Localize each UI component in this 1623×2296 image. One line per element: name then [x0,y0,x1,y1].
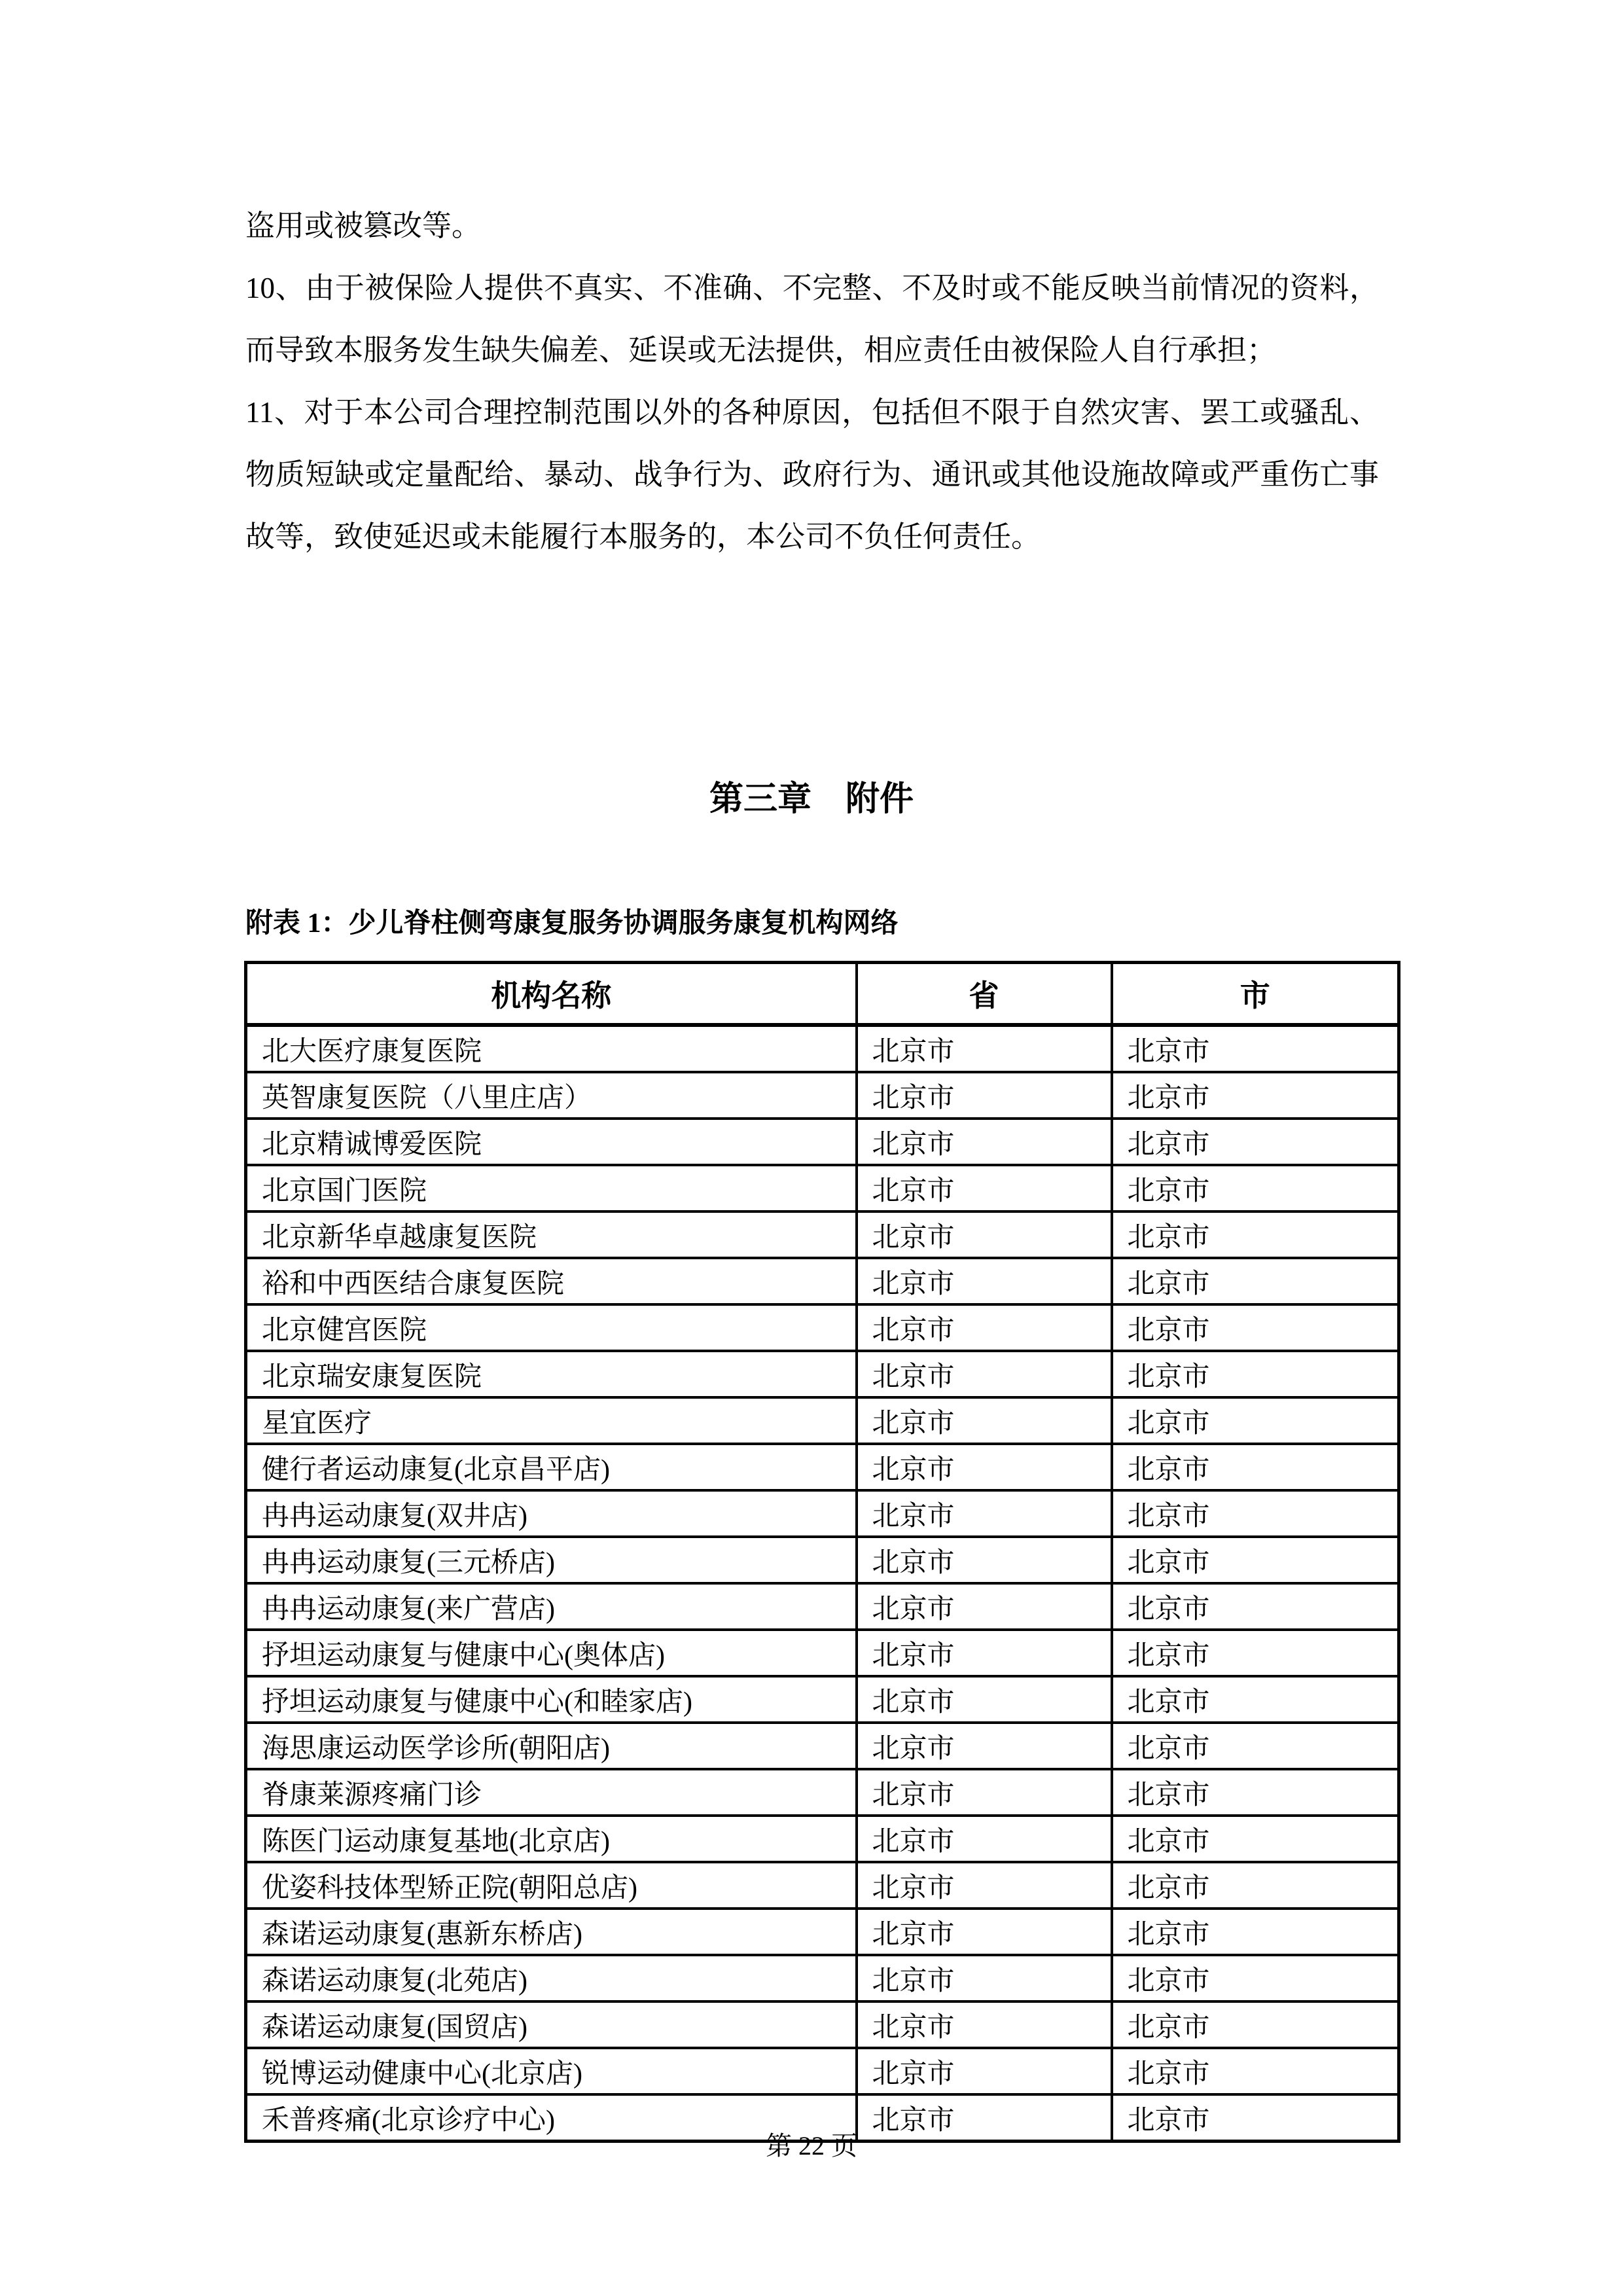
institution-name-cell: 脊康莱源疼痛门诊 [246,1769,857,1816]
table-row [246,1025,1399,1072]
table-row [246,1583,1399,1630]
institution-name-cell: 森诺运动康复(惠新东桥店) [246,1909,857,1955]
table-header-city: 市 [1112,963,1399,1026]
city-cell: 北京市 [1112,1630,1399,1676]
paragraph-line: 物质短缺或定量配给、暴动、战争行为、政府行为、通讯或其他设施故障或严重伤亡事 [245,458,1379,491]
institution-name-cell: 森诺运动康复(国贸店) [246,2001,857,2048]
city-cell: 北京市 [1112,1816,1399,1862]
institution-name-cell: 冉冉运动康复(来广营店) [246,1583,857,1630]
city-cell: 北京市 [1112,1351,1399,1397]
institution-name-cell: 冉冉运动康复(三元桥店) [246,1537,857,1583]
table-row [246,1258,1399,1304]
province-cell: 北京市 [857,1816,1112,1862]
province-cell: 北京市 [857,1258,1112,1304]
province-cell: 北京市 [857,1119,1112,1165]
province-cell: 北京市 [857,1490,1112,1537]
province-cell: 北京市 [857,1351,1112,1397]
province-cell: 北京市 [857,1025,1112,1072]
table-header-row [246,963,1399,1026]
institution-name-cell: 北京国门医院 [246,1165,857,1211]
table-row [246,1723,1399,1769]
province-cell: 北京市 [857,2094,1112,2142]
province-cell: 北京市 [857,1165,1112,1211]
institution-name-cell: 抒坦运动康复与健康中心(奥体店) [246,1630,857,1676]
paragraph-line: 10、由于被保险人提供不真实、不准确、不完整、不及时或不能反映当前情况的资料， [245,272,1379,304]
province-cell: 北京市 [857,1537,1112,1583]
attachment-table-caption: 附表 1：少儿脊柱侧弯康复服务协调服务康复机构网络 [245,908,899,939]
institution-name-cell: 北京精诚博爱医院 [246,1119,857,1165]
city-cell: 北京市 [1112,1723,1399,1769]
city-cell: 北京市 [1112,2001,1399,2048]
city-cell: 北京市 [1112,1211,1399,1258]
city-cell: 北京市 [1112,2048,1399,2094]
paragraph-line: 11、对于本公司合理控制范围以外的各种原因，包括但不限于自然灾害、罢工或骚乱、 [245,396,1379,429]
table-row [246,1211,1399,1258]
institution-name-cell: 森诺运动康复(北苑店) [246,1955,857,2001]
table-row [246,1537,1399,1583]
city-cell: 北京市 [1112,1119,1399,1165]
city-cell: 北京市 [1112,1769,1399,1816]
table-body [246,1025,1399,2142]
province-cell: 北京市 [857,1723,1112,1769]
institution-name-cell: 陈医门运动康复基地(北京店) [246,1816,857,1862]
table-row [246,1909,1399,1955]
institution-name-cell: 星宜医疗 [246,1397,857,1444]
body-paragraphs [245,195,1379,568]
institution-name-cell: 北京新华卓越康复医院 [246,1211,857,1258]
institution-name-cell: 健行者运动康复(北京昌平店) [246,1444,857,1490]
paragraph-line: 盗用或被篡改等。 [245,209,482,242]
province-cell: 北京市 [857,2048,1112,2094]
city-cell: 北京市 [1112,1676,1399,1723]
province-cell: 北京市 [857,2001,1112,2048]
city-cell: 北京市 [1112,1444,1399,1490]
province-cell: 北京市 [857,1583,1112,1630]
city-cell: 北京市 [1112,1537,1399,1583]
table-row [246,1490,1399,1537]
table-row [246,1630,1399,1676]
city-cell: 北京市 [1112,1072,1399,1119]
institution-name-cell: 冉冉运动康复(双井店) [246,1490,857,1537]
table-row [246,1444,1399,1490]
table-header-province: 省 [857,963,1112,1026]
table-row [246,1072,1399,1119]
city-cell: 北京市 [1112,1583,1399,1630]
province-cell: 北京市 [857,1397,1112,1444]
city-cell: 北京市 [1112,1397,1399,1444]
institution-name-cell: 北京健宫医院 [246,1304,857,1351]
city-cell: 北京市 [1112,1862,1399,1909]
table-row [246,1304,1399,1351]
institution-name-cell: 锐博运动健康中心(北京店) [246,2048,857,2094]
province-cell: 北京市 [857,1630,1112,1676]
city-cell: 北京市 [1112,1165,1399,1211]
institution-name-cell: 北大医疗康复医院 [246,1025,857,1072]
institution-name-cell: 英智康复医院（八里庄店） [246,1072,857,1119]
province-cell: 北京市 [857,1444,1112,1490]
city-cell: 北京市 [1112,1304,1399,1351]
table-row [246,2048,1399,2094]
institution-name-cell: 海思康运动医学诊所(朝阳店) [246,1723,857,1769]
province-cell: 北京市 [857,1072,1112,1119]
city-cell: 北京市 [1112,1025,1399,1072]
city-cell: 北京市 [1112,1258,1399,1304]
table-row [246,1165,1399,1211]
institution-name-cell: 北京瑞安康复医院 [246,1351,857,1397]
table-row [246,1955,1399,2001]
table-row [246,2001,1399,2048]
table-row [246,1397,1399,1444]
table-row [246,1862,1399,1909]
province-cell: 北京市 [857,1862,1112,1909]
table-row [246,1769,1399,1816]
table-header-institution: 机构名称 [246,963,857,1026]
paragraph-line: 而导致本服务发生缺失偏差、延误或无法提供，相应责任由被保险人自行承担； [245,334,1277,367]
city-cell: 北京市 [1112,1909,1399,1955]
table-row [246,1351,1399,1397]
page-number: 第 22 页 [766,2131,857,2161]
table-row [246,1119,1399,1165]
institution-name-cell: 抒坦运动康复与健康中心(和睦家店) [246,1676,857,1723]
chapter-heading: 第三章 附件 [709,781,914,818]
institution-network-table [244,961,1400,2143]
province-cell: 北京市 [857,1955,1112,2001]
table-row [246,1676,1399,1723]
paragraph-line: 故等，致使延迟或未能履行本服务的，本公司不负任何责任。 [245,520,1041,553]
province-cell: 北京市 [857,1676,1112,1723]
province-cell: 北京市 [857,1304,1112,1351]
institution-name-cell: 优姿科技体型矫正院(朝阳总店) [246,1862,857,1909]
province-cell: 北京市 [857,1909,1112,1955]
province-cell: 北京市 [857,1769,1112,1816]
city-cell: 北京市 [1112,2094,1399,2142]
institution-name-cell: 裕和中西医结合康复医院 [246,1258,857,1304]
institution-name-cell: 禾普疼痛(北京诊疗中心) [246,2094,857,2142]
city-cell: 北京市 [1112,1490,1399,1537]
province-cell: 北京市 [857,1211,1112,1258]
table-row [246,1816,1399,1862]
city-cell: 北京市 [1112,1955,1399,2001]
